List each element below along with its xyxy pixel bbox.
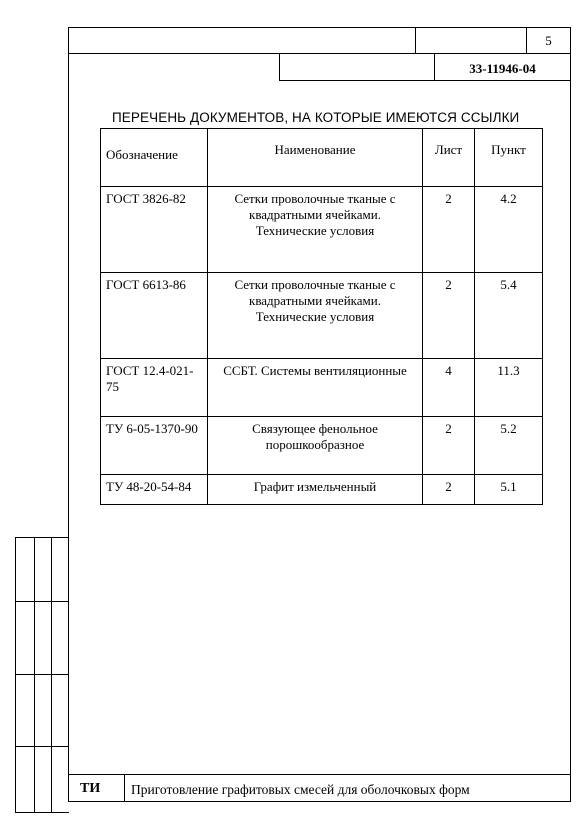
stamp-line (15, 674, 69, 675)
cell-designation: ГОСТ 3826-82 (101, 187, 208, 273)
cell-sheet: 2 (423, 475, 475, 505)
footer-top-border (68, 774, 571, 775)
frame-right-border (570, 27, 571, 802)
header-row2-bottom (279, 80, 571, 81)
table-row (101, 417, 543, 475)
table-header-row (101, 129, 543, 187)
cell-clause: 4.2 (475, 187, 543, 273)
footer-divider (124, 774, 125, 802)
stamp-line (15, 812, 69, 813)
header-divider-1 (415, 27, 416, 54)
page-title: ПЕРЕЧЕНЬ ДОКУМЕНТОВ, НА КОТОРЫЕ ИМЕЮТСЯ ССЫЛКИ (112, 110, 520, 125)
cell-designation: ГОСТ 12.4-021-75 (101, 359, 208, 417)
cell-name: Графит измельченный (208, 475, 423, 505)
stamp-line (15, 537, 69, 538)
footer-document-code: ТИ (80, 781, 101, 796)
stamp-line (51, 537, 52, 813)
cell-designation: ТУ 48-20-54-84 (101, 475, 208, 505)
frame-left-border (68, 27, 69, 802)
table-row (101, 187, 543, 273)
stamp-line (15, 537, 16, 813)
document-number: 33-11946-04 (469, 61, 536, 76)
frame-bottom-border (68, 801, 571, 802)
cell-name: Сетки проволочные тканые с квадратными ячейками. Технические условия (208, 273, 423, 359)
cell-designation: ГОСТ 6613-86 (101, 273, 208, 359)
cell-sheet: 4 (423, 359, 475, 417)
column-header-designation: Обозначение (101, 129, 208, 187)
cell-name: Сетки проволочные тканые с квадратными ячейками. Технические условия (208, 187, 423, 273)
cell-name: ССБТ. Системы вентиляционные (208, 359, 423, 417)
column-header-clause: Пункт (475, 129, 543, 187)
table-row (101, 273, 543, 359)
footer-process-name: Приготовление графитовых смесей для оболочковых форм (131, 782, 470, 797)
cell-clause: 5.2 (475, 417, 543, 475)
frame-top-border (68, 27, 571, 28)
header-row1-bottom (68, 53, 571, 54)
references-table (100, 128, 543, 505)
cell-designation: ТУ 6-05-1370-90 (101, 417, 208, 475)
cell-sheet: 2 (423, 187, 475, 273)
column-header-sheet: Лист (423, 129, 475, 187)
cell-name: Связующее фенольное порошкообразное (208, 417, 423, 475)
header-row2-left (279, 53, 280, 81)
column-header-name: Наименование (208, 129, 423, 187)
stamp-line (34, 537, 35, 813)
table-row (101, 359, 543, 417)
page-number: 5 (545, 33, 552, 48)
cell-clause: 5.4 (475, 273, 543, 359)
stamp-line (15, 746, 69, 747)
cell-sheet: 2 (423, 417, 475, 475)
cell-sheet: 2 (423, 273, 475, 359)
cell-clause: 5.1 (475, 475, 543, 505)
cell-clause: 11.3 (475, 359, 543, 417)
stamp-line (15, 601, 69, 602)
table-row (101, 475, 543, 505)
